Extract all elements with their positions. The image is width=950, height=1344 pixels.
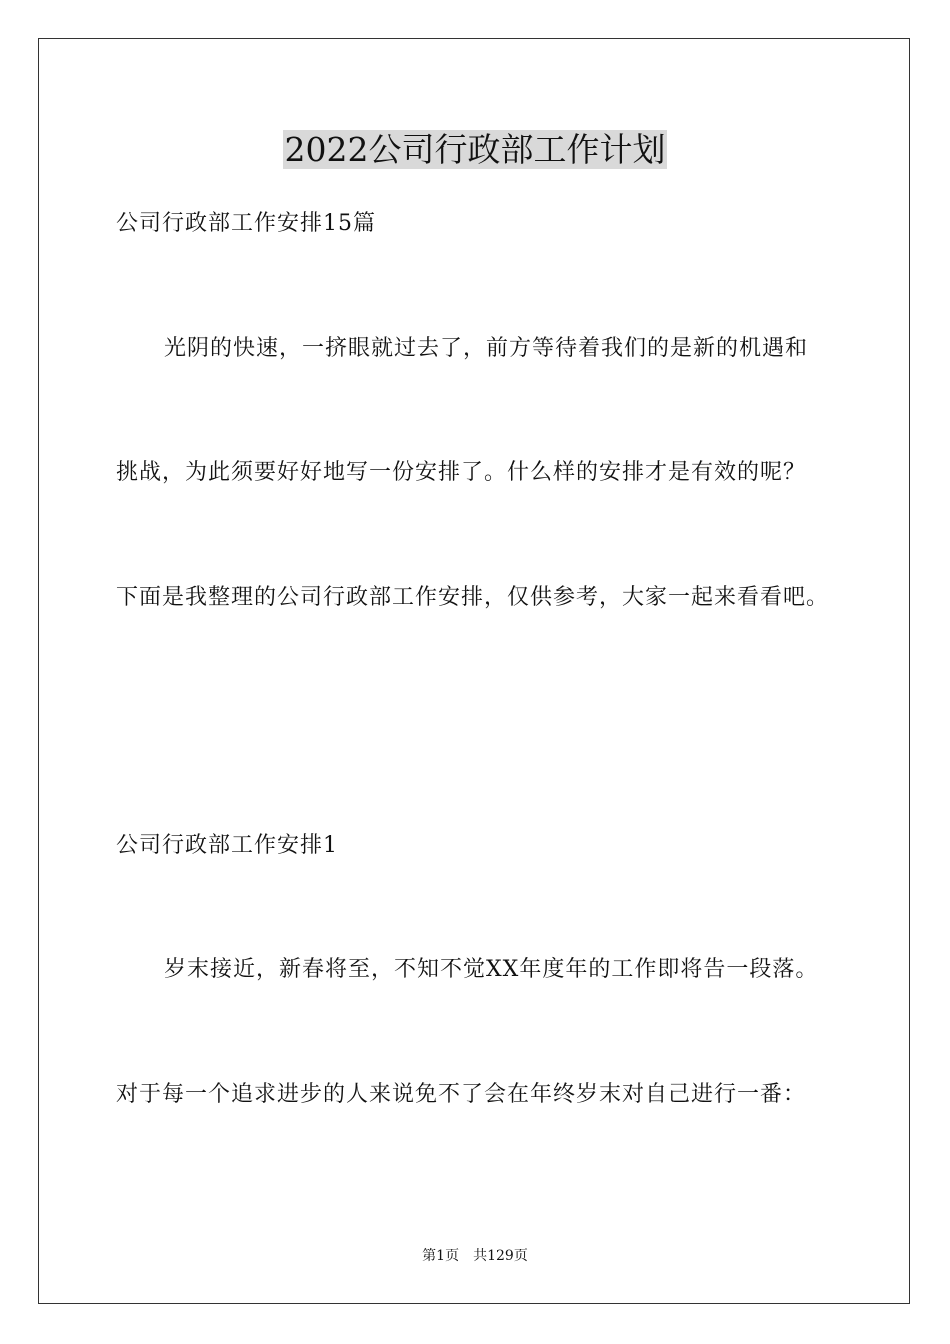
- document-title-text: 2022公司行政部工作计划: [284, 130, 666, 169]
- paragraph-line: 下面是我整理的公司行政部工作安排，仅供参考，大家一起来看看吧。: [116, 585, 830, 610]
- paragraph-line: 光阴的快速，一挤眼就过去了，前方等待着我们的是新的机遇和: [164, 336, 809, 361]
- paragraph-line: 岁末接近，新春将至，不知不觉XX年度年的工作即将告一段落。: [164, 957, 819, 982]
- page-total: 共129页: [473, 1248, 528, 1264]
- page-number: 第1页: [422, 1248, 460, 1264]
- paragraph-line: 挑战，为此须要好好地写一份安排了。什么样的安排才是有效的呢？: [116, 460, 807, 485]
- section-heading: 公司行政部工作安排1: [116, 833, 338, 858]
- paragraph-line: 对于每一个追求进步的人来说免不了会在年终岁末对自己进行一番：: [116, 1082, 807, 1107]
- subtitle-line: 公司行政部工作安排15篇: [116, 211, 376, 236]
- document-title: [0, 128, 950, 172]
- page-footer: [0, 1246, 950, 1266]
